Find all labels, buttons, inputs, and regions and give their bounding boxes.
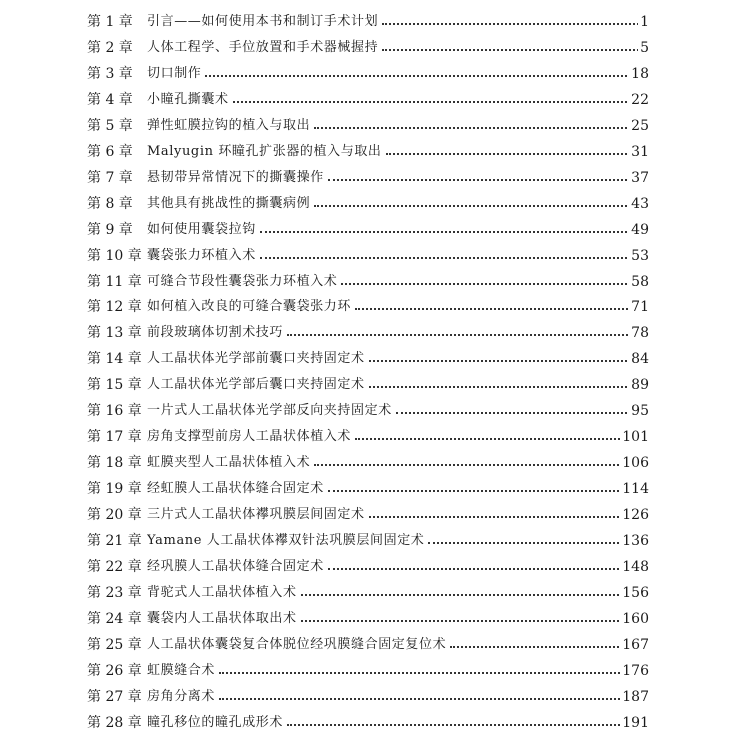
- toc-entry[interactable]: [0, 294, 730, 320]
- page-number: 22: [629, 87, 649, 113]
- chapter-title: 背驼式人工晶状体植入术: [147, 584, 297, 600]
- page-number: 187: [620, 684, 649, 710]
- chapter-title: 虹膜缝合术: [147, 662, 216, 678]
- page-number: 176: [620, 658, 649, 684]
- toc-entry[interactable]: [0, 684, 730, 710]
- toc-entry[interactable]: [0, 139, 730, 165]
- chapter-number: 第 20 章: [87, 507, 142, 524]
- chapter-title: 一片式人工晶状体光学部反向夹持固定术: [147, 403, 392, 419]
- page-number: 53: [629, 243, 649, 269]
- dot-leader: [219, 698, 643, 700]
- toc-entry[interactable]: [0, 87, 730, 113]
- dot-leader: [450, 646, 643, 648]
- toc-entry[interactable]: [0, 658, 730, 684]
- dot-leader: [328, 490, 643, 492]
- chapter-title-line: [147, 61, 649, 87]
- page-number: 5: [638, 35, 649, 61]
- toc-entry[interactable]: [0, 632, 730, 658]
- page-number: 191: [620, 710, 649, 736]
- dot-leader: [369, 386, 643, 388]
- chapter-number: 第 27 章: [87, 688, 142, 705]
- chapter-title: 瞳孔移位的瞳孔成形术: [147, 714, 284, 730]
- chapter-number: 第 13 章: [87, 325, 142, 342]
- toc-entry[interactable]: [0, 710, 730, 736]
- chapter-title: 经虹膜人工晶状体缝合固定术: [147, 481, 324, 497]
- page-number: 49: [629, 217, 649, 243]
- chapter-title: Malyugin 环瞳孔扩张器的植入与取出: [147, 143, 382, 159]
- chapter-title-line: [147, 320, 649, 346]
- chapter-title: Yamane 人工晶状体襻双针法巩膜层间固定术: [147, 533, 425, 548]
- chapter-title-line: [147, 606, 649, 632]
- page-number: 136: [620, 528, 649, 554]
- page-number: 43: [629, 191, 649, 217]
- chapter-number: 第 11 章: [87, 273, 142, 290]
- chapter-number: 第 25 章: [87, 636, 142, 653]
- page-number: 156: [620, 580, 649, 606]
- page-number: 78: [629, 320, 649, 346]
- chapter-title-line: [147, 217, 649, 243]
- chapter-title-line: [147, 87, 649, 113]
- chapter-number: 第 3 章: [87, 65, 133, 82]
- dot-leader: [396, 412, 643, 414]
- dot-leader: [314, 205, 643, 207]
- chapter-title: 切口制作: [147, 65, 202, 81]
- chapter-title: 虹膜夹型人工晶状体植入术: [147, 455, 311, 471]
- dot-leader: [328, 179, 643, 181]
- chapter-title-line: [147, 684, 649, 710]
- page-number: 160: [620, 606, 649, 632]
- dot-leader: [260, 257, 643, 259]
- page-number: 148: [620, 554, 649, 580]
- toc-entry[interactable]: [0, 372, 730, 398]
- page-number: 89: [629, 372, 649, 398]
- chapter-title: 其他具有挑战性的撕囊病例: [147, 195, 311, 211]
- dot-leader: [205, 75, 643, 77]
- toc-entry[interactable]: [0, 9, 730, 35]
- toc-entry[interactable]: [0, 476, 730, 502]
- chapter-title-line: [147, 191, 649, 217]
- chapter-number: 第 21 章: [87, 533, 142, 549]
- page-number: 101: [620, 424, 649, 450]
- chapter-title: 如何植入改良的可缝合囊袋张力环: [147, 299, 352, 315]
- dot-leader: [301, 594, 643, 596]
- dot-leader: [287, 724, 643, 726]
- chapter-title: 引言——如何使用本书和制订手术计划: [147, 14, 379, 29]
- chapter-title: 人工晶状体囊袋复合体脱位经巩膜缝合固定复位术: [147, 636, 447, 652]
- chapter-number: 第 22 章: [87, 558, 142, 575]
- chapter-title-line: [147, 243, 649, 269]
- chapter-title-line: [147, 424, 649, 450]
- chapter-title-line: [147, 476, 649, 502]
- dot-leader: [369, 360, 643, 362]
- page-number: 106: [620, 450, 649, 476]
- dot-leader: [314, 127, 643, 129]
- chapter-number: 第 12 章: [87, 299, 142, 316]
- toc-entry[interactable]: [0, 554, 730, 580]
- toc-entry[interactable]: [0, 217, 730, 243]
- dot-leader: [328, 568, 643, 570]
- toc-entry[interactable]: [0, 424, 730, 450]
- chapter-title-line: [147, 9, 649, 35]
- dot-leader: [369, 516, 643, 518]
- toc-entry[interactable]: [0, 502, 730, 528]
- chapter-title-line: [147, 372, 649, 398]
- toc-entry[interactable]: [0, 320, 730, 346]
- toc-entry[interactable]: [0, 398, 730, 424]
- chapter-title: 小瞳孔撕囊术: [147, 91, 229, 107]
- chapter-title: 如何使用囊袋拉钩: [147, 221, 256, 237]
- chapter-number: 第 28 章: [87, 714, 142, 731]
- chapter-title-line: [147, 398, 649, 424]
- chapter-number: 第 6 章: [87, 143, 133, 160]
- chapter-number: 第 19 章: [87, 481, 142, 498]
- chapter-number: 第 18 章: [87, 455, 142, 472]
- chapter-number: 第 24 章: [87, 610, 142, 627]
- toc-entry[interactable]: [0, 269, 730, 295]
- chapter-title: 房角支撑型前房人工晶状体植入术: [147, 429, 352, 445]
- chapter-title: 囊袋张力环植入术: [147, 247, 256, 263]
- chapter-title-line: [147, 294, 649, 320]
- chapter-title: 房角分离术: [147, 688, 216, 704]
- page-number: 84: [629, 346, 649, 372]
- page-number: 31: [629, 139, 649, 165]
- dot-leader: [382, 23, 643, 25]
- toc-entry[interactable]: [0, 165, 730, 191]
- chapter-title-line: [147, 139, 649, 165]
- chapter-title-line: [147, 554, 649, 580]
- chapter-title-line: [147, 528, 649, 554]
- page-number: 37: [629, 165, 649, 191]
- page-number: 167: [620, 632, 649, 658]
- page-number: 114: [620, 476, 649, 502]
- dot-leader: [355, 308, 643, 310]
- chapter-title-line: [147, 269, 649, 295]
- chapter-title-line: [147, 658, 649, 684]
- toc-entry[interactable]: [0, 243, 730, 269]
- toc-entry[interactable]: [0, 606, 730, 632]
- chapter-title-line: [147, 113, 649, 139]
- dot-leader: [355, 438, 643, 440]
- chapter-number: 第 9 章: [87, 221, 133, 238]
- dot-leader: [314, 464, 643, 466]
- dot-leader: [287, 334, 643, 336]
- chapter-title-line: [147, 35, 649, 61]
- chapter-title-line: [147, 632, 649, 658]
- dot-leader: [219, 672, 643, 674]
- chapter-title-line: [147, 580, 649, 606]
- chapter-title-line: [147, 346, 649, 372]
- dot-leader: [301, 620, 643, 622]
- chapter-number: 第 7 章: [87, 169, 133, 186]
- toc-entry[interactable]: [0, 35, 730, 61]
- chapter-title: 悬韧带异常情况下的撕囊操作: [147, 169, 324, 185]
- dot-leader: [428, 542, 643, 544]
- chapter-title: 三片式人工晶状体襻巩膜层间固定术: [147, 507, 365, 523]
- chapter-title: 经巩膜人工晶状体缝合固定术: [147, 558, 324, 574]
- dot-leader: [233, 101, 643, 103]
- dot-leader: [386, 153, 643, 155]
- chapter-title: 囊袋内人工晶状体取出术: [147, 610, 297, 626]
- dot-leader: [260, 231, 643, 233]
- chapter-title: 人体工程学、手位放置和手术器械握持: [147, 39, 379, 55]
- toc-entry[interactable]: [0, 113, 730, 139]
- chapter-number: 第 1 章: [87, 14, 133, 30]
- toc-entry[interactable]: [0, 528, 730, 554]
- chapter-number: 第 5 章: [87, 117, 133, 134]
- toc-entry[interactable]: [0, 191, 730, 217]
- page-number: 1: [638, 9, 649, 35]
- chapter-number: 第 2 章: [87, 39, 133, 56]
- toc-entry[interactable]: [0, 450, 730, 476]
- dot-leader: [382, 49, 643, 51]
- page-number: 71: [629, 294, 649, 320]
- page-number: 95: [629, 398, 649, 424]
- chapter-number: 第 8 章: [87, 195, 133, 212]
- toc-entry[interactable]: [0, 580, 730, 606]
- chapter-number: 第 4 章: [87, 91, 133, 108]
- chapter-title: 弹性虹膜拉钩的植入与取出: [147, 117, 311, 133]
- page-number: 58: [629, 269, 649, 295]
- chapter-number: 第 26 章: [87, 662, 142, 679]
- chapter-title: 人工晶状体光学部前囊口夹持固定术: [147, 351, 365, 367]
- chapter-title-line: [147, 450, 649, 476]
- chapter-title: 可缝合节段性囊袋张力环植入术: [147, 273, 338, 289]
- chapter-number: 第 15 章: [87, 377, 142, 394]
- chapter-title-line: [147, 502, 649, 528]
- page-number: 25: [629, 113, 649, 139]
- chapter-title: 前段玻璃体切割术技巧: [147, 325, 284, 341]
- chapter-title: 人工晶状体光学部后囊口夹持固定术: [147, 377, 365, 393]
- toc-entry[interactable]: [0, 61, 730, 87]
- chapter-title-line: [147, 710, 649, 736]
- chapter-number: 第 14 章: [87, 351, 142, 368]
- toc-entry[interactable]: [0, 346, 730, 372]
- chapter-number: 第 16 章: [87, 403, 142, 420]
- page-number: 18: [629, 61, 649, 87]
- page-number: 126: [620, 502, 649, 528]
- dot-leader: [341, 283, 643, 285]
- chapter-number: 第 10 章: [87, 247, 142, 264]
- chapter-number: 第 23 章: [87, 584, 142, 601]
- chapter-title-line: [147, 165, 649, 191]
- chapter-number: 第 17 章: [87, 429, 142, 446]
